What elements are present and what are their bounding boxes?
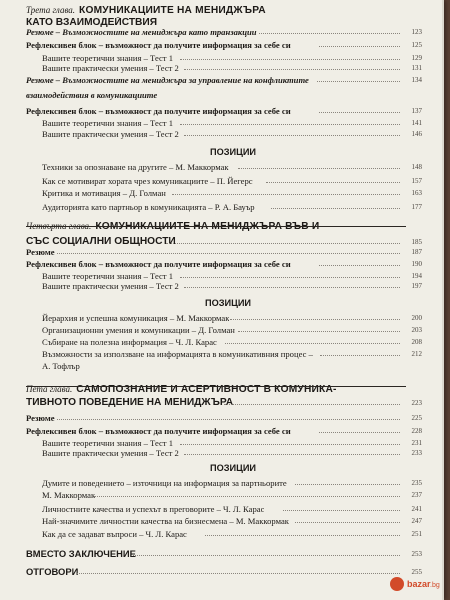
- page-number: 163: [411, 189, 422, 197]
- entry-title: [26, 258, 291, 270]
- chapter-divider: [26, 226, 406, 227]
- page-number: 253: [411, 550, 422, 558]
- toc-entry: [0, 503, 442, 515]
- toc-entry: [0, 161, 442, 173]
- entry-text: Рефлексивен блок – възможност да получите информация за себе си: [26, 259, 291, 269]
- chapter-heading: [0, 4, 442, 16]
- toc-entry: [0, 528, 442, 540]
- entry-text: Резюме – Възможностите на мениджъра за управление на конфликтите: [26, 75, 309, 85]
- page-number: 231: [411, 439, 422, 447]
- watermark-dot-icon: [390, 577, 404, 591]
- dot-leader: [77, 566, 400, 574]
- page-number: 225: [411, 414, 422, 422]
- page-number: 148: [411, 163, 422, 171]
- dot-leader: [131, 548, 400, 556]
- entry-title: [26, 74, 309, 86]
- page-number: 157: [411, 177, 422, 185]
- page-number: 137: [411, 107, 422, 115]
- entry-text: Критика и мотивация – Д. Голман: [42, 188, 166, 198]
- entry-text: Резюме: [26, 413, 55, 423]
- page-number: 146: [411, 130, 422, 138]
- entry-text: Възможности за използване на информацията в комуникативния процес –: [42, 349, 313, 359]
- entry-title: [26, 397, 233, 409]
- dot-leader: [317, 74, 400, 82]
- dot-leader: [57, 246, 400, 254]
- toc-entry: [0, 201, 442, 213]
- watermark-tld: .bg: [430, 582, 440, 589]
- chapter-heading: [0, 383, 442, 395]
- entry-title: [26, 26, 257, 38]
- page-number: 185: [411, 238, 422, 246]
- toc-entry: [0, 128, 442, 140]
- entry-title: [42, 348, 313, 360]
- page-number: 233: [411, 449, 422, 457]
- dot-leader: [230, 312, 401, 320]
- dot-leader: [180, 117, 400, 125]
- dot-leader: [224, 397, 400, 405]
- page-number: 208: [411, 338, 422, 346]
- chapter-label: Четвърта глава.: [26, 221, 92, 231]
- toc-entry: [0, 26, 442, 38]
- dot-leader: [295, 477, 400, 485]
- dot-leader: [319, 39, 400, 47]
- page-number: 197: [411, 282, 422, 290]
- entry-title: [42, 336, 217, 348]
- dot-leader: [319, 425, 400, 433]
- page-number: 125: [411, 41, 422, 49]
- entry-title: [210, 146, 256, 158]
- entry-text: САМОПОЗНАНИЕ И АСЕРТИВНОСТ В КОМУНИКА-: [76, 384, 337, 395]
- toc-entry: [0, 74, 442, 86]
- toc-entry: [0, 39, 442, 51]
- entry-title: [26, 383, 337, 396]
- entry-title: [42, 489, 95, 501]
- toc-entry: [0, 412, 442, 424]
- dot-leader: [94, 489, 400, 497]
- section-heading: [0, 462, 442, 474]
- entry-title: [42, 128, 179, 140]
- entry-text: Събиране на полезна информация – Ч. Л. Карас: [42, 337, 217, 347]
- entry-text: Вашите практически умения – Тест 2: [42, 281, 179, 291]
- toc-entry: [0, 336, 442, 348]
- toc-entry: [0, 312, 442, 324]
- toc-entry: [0, 477, 442, 489]
- entry-text: Йерархия и успешна комуникация – М. Маккормак: [42, 313, 230, 323]
- page-number: 212: [411, 350, 422, 358]
- entry-text: Вашите практически умения – Тест 2: [42, 129, 179, 139]
- entry-text: Техники за опознаване на другите – М. Маккормак: [42, 162, 229, 172]
- chapter-divider: [26, 386, 406, 387]
- toc-entry: [0, 175, 442, 187]
- dot-leader: [283, 503, 400, 511]
- toc-entry: [0, 187, 442, 199]
- entry-title: [42, 528, 187, 540]
- entry-text: Най-значимите личностни качества на бизнесмена – М. Маккормак: [42, 516, 289, 526]
- page-number: 223: [411, 399, 422, 407]
- entry-title: [26, 39, 291, 51]
- entry-title: [42, 187, 166, 199]
- watermark-brand: bazar: [407, 579, 431, 589]
- toc-entry: [0, 447, 442, 459]
- page-number: 123: [411, 28, 422, 36]
- toc-entry: [0, 348, 442, 360]
- entry-text: Рефлексивен блок – възможност да получите информация за себе си: [26, 106, 291, 116]
- entry-text: Как се мотивират хората чрез комуникациите – П. Йегерс: [42, 176, 253, 186]
- toc-entry: [0, 360, 442, 372]
- toc-entry: [0, 246, 442, 258]
- entry-title: [42, 201, 255, 213]
- dot-leader: [320, 348, 400, 356]
- page-number: 141: [411, 119, 422, 127]
- entry-title: [26, 566, 78, 578]
- toc-entry: [0, 548, 442, 560]
- entry-text: ВМЕСТО ЗАКЛЮЧЕНИЕ: [26, 548, 136, 559]
- entry-text: ПОЗИЦИИ: [210, 147, 257, 157]
- dot-leader: [238, 161, 400, 169]
- dot-leader: [184, 62, 400, 70]
- toc-entry: [0, 425, 442, 437]
- dot-leader: [271, 201, 401, 209]
- entry-title: [26, 4, 266, 17]
- dot-leader: [205, 528, 400, 536]
- entry-text: Резюме: [26, 247, 55, 257]
- entry-text: Вашите практически умения – Тест 2: [42, 63, 179, 73]
- entry-title: [42, 447, 179, 459]
- page-number: 247: [411, 517, 422, 525]
- chapter-label: Пета глава.: [26, 384, 73, 394]
- entry-title: [210, 462, 256, 474]
- page-number: 200: [411, 314, 422, 322]
- entry-text: Вашите практически умения – Тест 2: [42, 448, 179, 458]
- toc-entry: [0, 280, 442, 292]
- entry-title: [26, 246, 55, 258]
- page-number: 235: [411, 479, 422, 487]
- page-number: 187: [411, 248, 422, 256]
- section-heading: [0, 297, 442, 309]
- dot-leader: [266, 175, 400, 183]
- page-number: 134: [411, 76, 422, 84]
- entry-text: А. Тофлър: [42, 361, 80, 371]
- toc-entry: [0, 89, 442, 101]
- entry-title: [42, 515, 289, 527]
- entry-text: Резюме – Възможностите на мениджъра като транзакции: [26, 27, 257, 37]
- toc-entry: [0, 489, 442, 501]
- page-number: 255: [411, 568, 422, 576]
- entry-title: [26, 425, 291, 437]
- dot-leader: [225, 336, 400, 344]
- entry-text: Рефлексивен блок – възможност да получите информация за себе си: [26, 426, 291, 436]
- dot-leader: [238, 324, 400, 332]
- toc-entry: [0, 515, 442, 527]
- page-number: 228: [411, 427, 422, 435]
- toc-entry: [0, 258, 442, 270]
- entry-title: [42, 360, 80, 372]
- entry-title: [42, 324, 235, 336]
- entry-title: [42, 503, 264, 515]
- entry-text: взаимодействия в комуникациите: [26, 90, 158, 100]
- entry-text: КАТО ВЗАИМОДЕЙСТВИЯ: [26, 17, 158, 28]
- entry-title: [42, 312, 229, 324]
- dot-leader: [180, 52, 400, 60]
- dot-leader: [180, 270, 400, 278]
- entry-text: Рефлексивен блок – възможност да получите информация за себе си: [26, 40, 291, 50]
- entry-title: [42, 280, 179, 292]
- dot-leader: [184, 128, 400, 136]
- dot-leader: [57, 412, 400, 420]
- entry-title: [205, 297, 251, 309]
- entry-text: Личностните качества и успехът в преговорите – Ч. Л. Карас: [42, 504, 265, 514]
- entry-text: Вашите теоретични знания – Тест 1: [42, 438, 174, 448]
- dot-leader: [184, 447, 400, 455]
- page-number: 194: [411, 272, 422, 280]
- toc-entry: [0, 324, 442, 336]
- chapter-label: Трета глава.: [26, 5, 76, 15]
- dot-leader: [180, 437, 400, 445]
- toc-entry: [0, 566, 442, 578]
- entry-text: Думите и поведението – източници на информация за партньорите: [42, 478, 287, 488]
- dot-leader: [166, 236, 401, 244]
- page-number: 251: [411, 530, 422, 538]
- entry-text: М. Маккормак: [42, 490, 96, 500]
- entry-title: [26, 548, 136, 560]
- entry-text: ТИВНОТО ПОВЕДЕНИЕ НА МЕНИДЖЪРА: [26, 397, 234, 408]
- entry-title: [26, 412, 55, 424]
- dot-leader: [184, 280, 400, 288]
- toc-entry: [0, 105, 442, 117]
- entry-title: [42, 161, 229, 173]
- entry-text: СЪС СОЦИАЛНИ ОБЩНОСТИ: [26, 236, 176, 247]
- page-number: 241: [411, 505, 422, 513]
- dot-leader: [172, 187, 400, 195]
- section-heading: [0, 146, 442, 158]
- entry-text: Вашите теоретични знания – Тест 1: [42, 53, 174, 63]
- page-number: 203: [411, 326, 422, 334]
- entry-text: КОМУНИКАЦИИТЕ НА МЕНИДЖЪРА: [79, 5, 266, 16]
- entry-title: [42, 175, 253, 187]
- entry-text: Организационни умения и комуникации – Д. Голман: [42, 325, 235, 335]
- page-number: 190: [411, 260, 422, 268]
- entry-text: ПОЗИЦИИ: [210, 463, 257, 473]
- entry-text: ПОЗИЦИИ: [205, 298, 252, 308]
- dot-leader: [259, 26, 401, 34]
- entry-text: КОМУНИКАЦИИТЕ НА МЕНИДЖЪРА ВЪВ И: [95, 221, 320, 232]
- dot-leader: [295, 515, 400, 523]
- entry-text: ОТГОВОРИ: [26, 566, 79, 577]
- entry-title: [42, 62, 179, 74]
- page-number: 129: [411, 54, 422, 62]
- bazar-watermark-logo: [388, 572, 442, 596]
- chapter-heading: [0, 397, 442, 409]
- entry-text: Вашите теоретични знания – Тест 1: [42, 271, 174, 281]
- dot-leader: [319, 258, 400, 266]
- page-number: 131: [411, 64, 422, 72]
- entry-text: Вашите теоретични знания – Тест 1: [42, 118, 174, 128]
- dot-leader: [319, 105, 400, 113]
- entry-text: Аудиторията като партньор в комуникацията – Р. А. Бауър: [42, 202, 255, 212]
- page-number: 237: [411, 491, 422, 499]
- entry-title: [26, 89, 157, 101]
- entry-title: [26, 105, 291, 117]
- toc-entry: [0, 62, 442, 74]
- entry-title: [42, 477, 287, 489]
- entry-text: Как да се задават въпроси – Ч. Л. Карас: [42, 529, 187, 539]
- page-number: 177: [411, 203, 422, 211]
